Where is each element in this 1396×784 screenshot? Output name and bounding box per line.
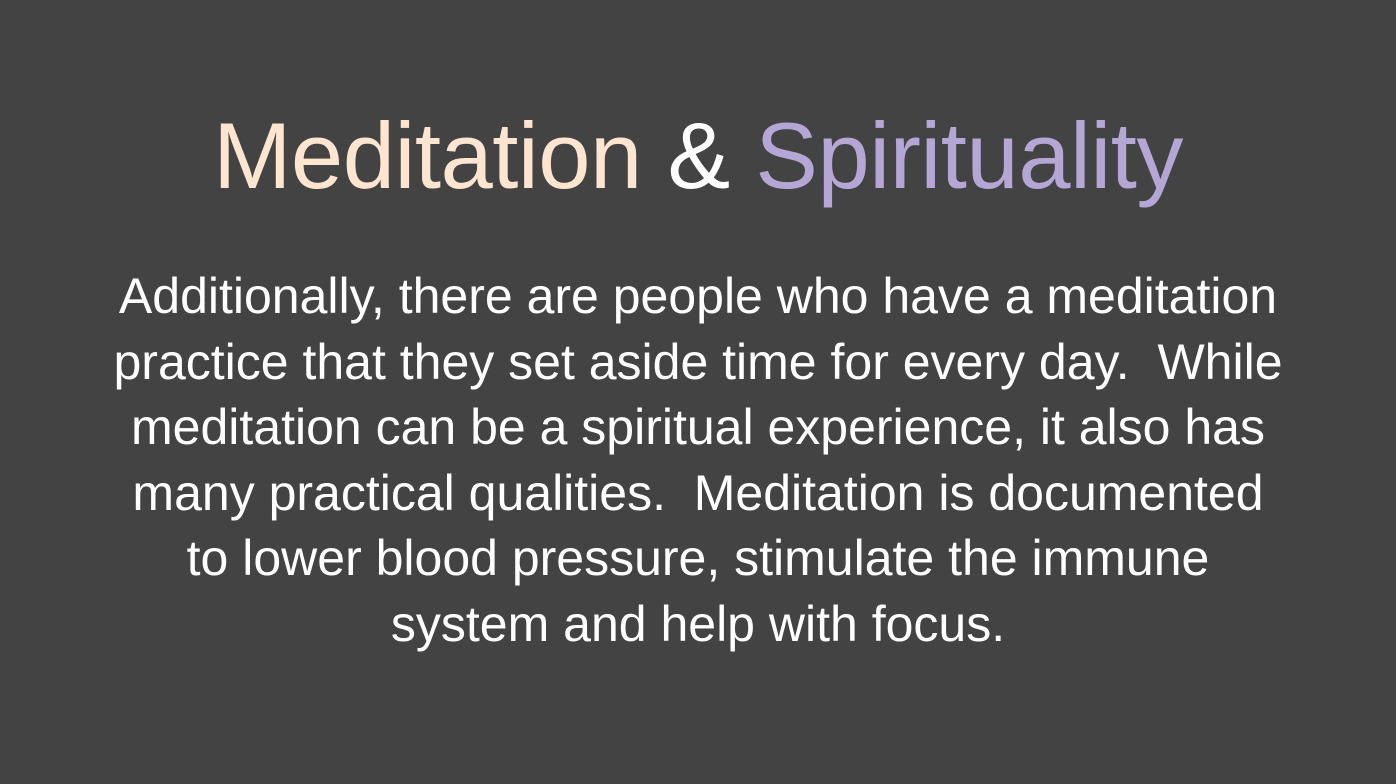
body-line: meditation can be a spiritual experience, it also has — [131, 399, 1265, 455]
body-line: system and help with focus. — [390, 595, 1006, 652]
slide-body — [0, 264, 1396, 657]
title-ampersand: & — [667, 103, 730, 208]
title-word-spirituality: Spirituality — [755, 103, 1183, 208]
body-line: many practical qualities. Meditation is documented — [132, 464, 1264, 521]
title-word-meditation: Meditation — [213, 103, 642, 208]
body-line: practice that they set aside time for every day. While — [113, 333, 1283, 390]
slide-title — [0, 96, 1396, 216]
body-line: to lower blood pressure, stimulate the immune — [186, 530, 1210, 586]
body-line: Additionally, there are people who have a meditation — [118, 268, 1278, 324]
